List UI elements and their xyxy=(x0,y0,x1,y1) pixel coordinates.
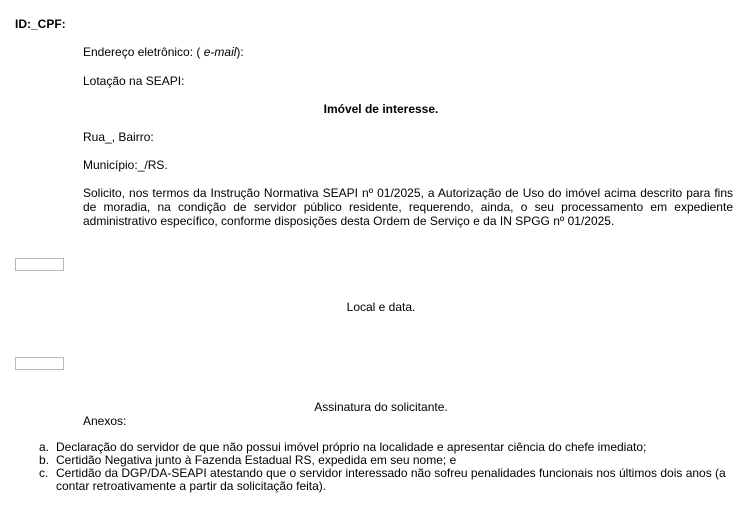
anexos-label: Anexos: xyxy=(83,414,127,428)
list-marker: b. xyxy=(39,453,50,467)
imovel-title: Imóvel de interesse. xyxy=(323,102,439,116)
assinatura-label: Assinatura do solicitante. xyxy=(314,400,448,414)
lotacao-label: Lotação na SEAPI: xyxy=(83,74,185,88)
list-item-text: Certidão Negativa junto à Fazenda Estadual RS, expedida em seu nome; e xyxy=(56,453,457,467)
anexos-list xyxy=(39,441,735,493)
list-marker: a. xyxy=(39,440,50,454)
rua-bairro-label: Rua_, Bairro: xyxy=(83,130,154,144)
email-label: Endereço eletrônico: ( xyxy=(83,45,204,59)
municipio-label: Município:_/RS. xyxy=(83,158,168,172)
email-italic: e-mail xyxy=(203,45,237,59)
id-cpf-label: ID:_CPF: xyxy=(15,17,66,31)
list-item xyxy=(39,467,735,493)
email-line xyxy=(83,45,244,59)
date-field-box[interactable] xyxy=(15,357,64,370)
list-item-text: Declaração do servidor de que não possui imóvel próprio na localidade e apresentar ciência do chefe imediato; xyxy=(56,440,647,454)
email-suffix: ): xyxy=(236,45,244,59)
request-paragraph: Solicito, nos termos da Instrução Normativa SEAPI nº 01/2025, a Autorização de Uso do imóvel acima descrito para fins de moradia, na condição de servidor público residente, requerendo, ainda, o seu processamento em expediente administrativo específico, conforme disposições desta Ordem de Serviço e da IN SPGG nº 01/2025. xyxy=(83,186,733,228)
signature-field-box[interactable] xyxy=(15,258,64,271)
list-marker: c. xyxy=(39,466,49,480)
local-data-label: Local e data. xyxy=(346,300,416,314)
list-item-text: Certidão da DGP/DA-SEAPI atestando que o servidor interessado não sofreu penalidades funcionais nos últimos dois anos (a contar retroativamente a partir da solicitação feita). xyxy=(56,466,726,493)
